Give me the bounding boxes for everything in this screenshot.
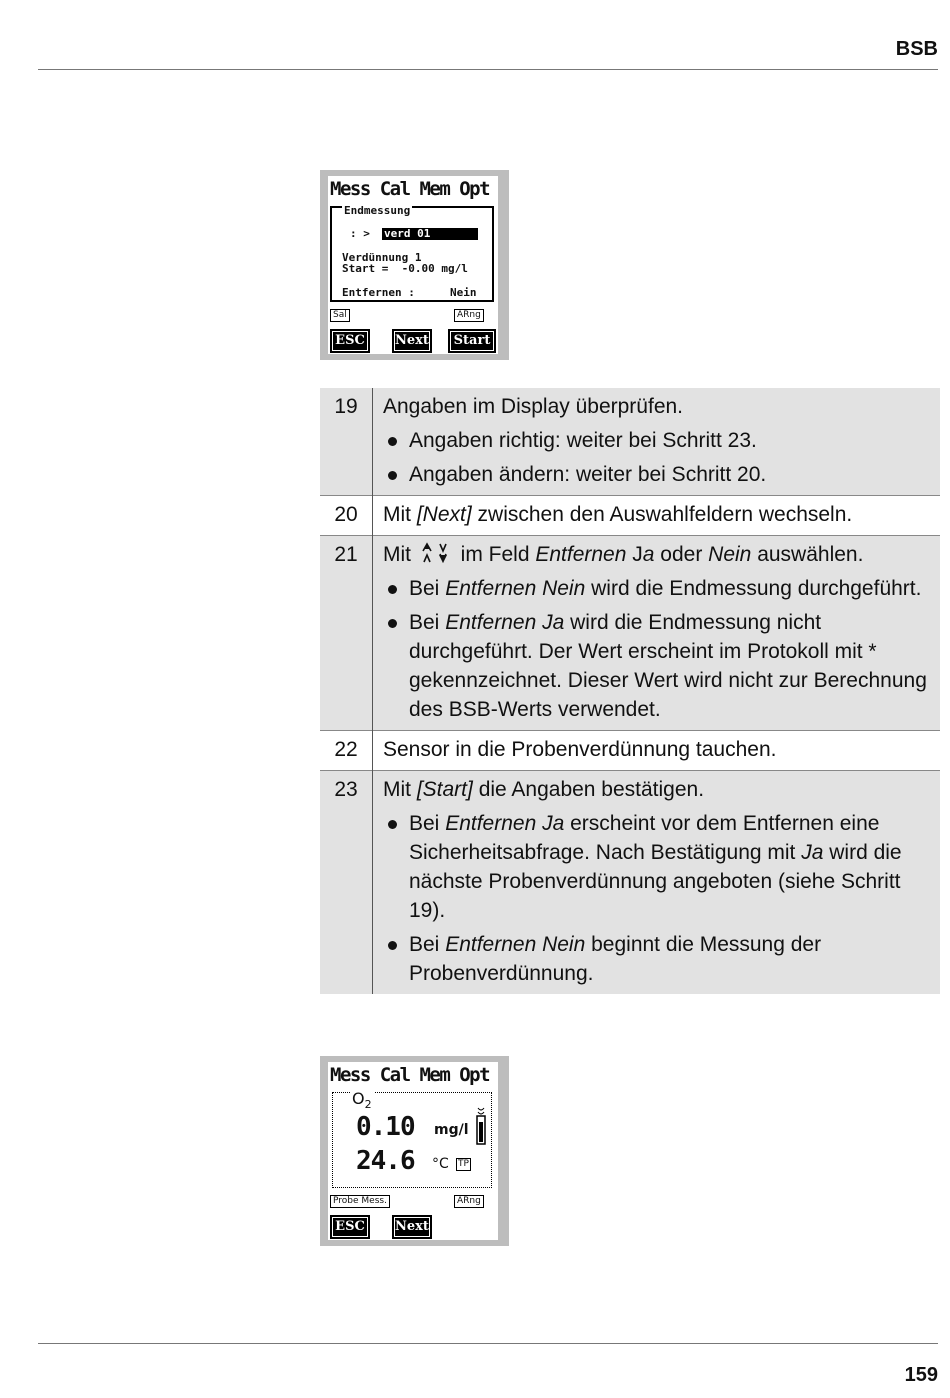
text-run: Bei <box>409 611 446 634</box>
text-run: Bei <box>409 577 446 600</box>
softkey-label-probe-mess: Probe Mess. <box>330 1195 390 1208</box>
text-run: wird die nächste Probenverdünnung angeboten (siehe Schritt 19). <box>409 841 902 922</box>
step-text <box>373 496 941 536</box>
text-run: Bei <box>409 812 446 835</box>
step-instruction: Angaben im Display überprüfen. <box>383 395 684 418</box>
steps-table <box>320 388 940 994</box>
header-rule <box>38 69 938 70</box>
parameter-label <box>350 1089 374 1111</box>
text-run: auswählen. <box>751 543 864 566</box>
lcd-screen <box>328 176 498 354</box>
text-run: wird die Endmessung durchgeführt. <box>585 577 922 600</box>
option-value: Ja <box>801 841 824 864</box>
bullet-item <box>383 930 934 988</box>
option-value: Entfernen Nein <box>445 577 586 600</box>
option-value: Entfernen Ja <box>445 611 565 634</box>
step-text <box>373 536 941 731</box>
option-value: Entfernen Ja <box>445 812 565 835</box>
softkey-label-sal: Sal <box>330 309 350 322</box>
text-run: Mit <box>383 778 417 801</box>
text-run: beginnt die Messung der Probenverdünnung. <box>409 933 822 985</box>
softkey-label-arng: ARng <box>454 1195 484 1208</box>
tp-badge: TP <box>458 1159 469 1169</box>
step-text: Sensor in die Probenverdünnung tauchen. <box>383 738 777 761</box>
up-down-arrow-keys-icon <box>419 542 453 564</box>
step-number: 22 <box>320 731 373 771</box>
dialog-title: Endmessung <box>344 204 411 217</box>
text-run: zwischen den Auswahlfeldern wechseln. <box>471 503 853 526</box>
step-row <box>320 771 940 995</box>
bullet-item <box>383 809 934 925</box>
step-number: 21 <box>320 536 373 731</box>
bullet-item: Angaben richtig: weiter bei Schritt 23. <box>383 426 934 455</box>
next-key: Next <box>392 1215 432 1239</box>
lcd-screen <box>328 1062 498 1240</box>
bullet-item <box>383 574 934 603</box>
bullet-item <box>383 608 934 724</box>
step-instruction <box>383 540 934 569</box>
temperature-value: 24.6 <box>356 1146 415 1176</box>
text-run: Mit <box>383 503 417 526</box>
display-screenshot-endmessung <box>320 170 509 360</box>
measured-value: 0.10 <box>356 1112 415 1142</box>
step-row <box>320 388 940 496</box>
temperature-unit: °C <box>432 1156 449 1172</box>
page-number: 159 <box>904 1364 938 1386</box>
text-run: Mit <box>383 543 417 566</box>
start-value-line: Start = -0.00 mg/l <box>342 262 468 275</box>
softkey-reference: [Start] <box>416 778 473 801</box>
esc-key: ESC <box>330 329 370 353</box>
start-key: Start <box>448 329 496 353</box>
display-screenshot-measurement <box>320 1056 509 1246</box>
step-number: 23 <box>320 771 373 995</box>
text-run: die Angaben bestätigen. <box>472 778 705 801</box>
step-number: 20 <box>320 496 373 536</box>
parameter-subscript: 2 <box>364 1098 372 1112</box>
step-row <box>320 536 940 731</box>
option-value: Entfernen Nein <box>445 933 586 956</box>
remove-label: Entfernen : <box>342 286 415 299</box>
menu-bar: Mess Cal Mem Opt <box>330 1064 490 1086</box>
esc-key: ESC <box>330 1215 370 1239</box>
softkey-label-arng: ARng <box>454 309 484 322</box>
softkey-reference: [Next] <box>416 503 472 526</box>
section-title: BSB <box>895 38 938 60</box>
option-value: Nein <box>708 543 752 566</box>
text-run: J <box>626 543 643 566</box>
select-prefix: : > <box>350 227 370 240</box>
text-run: im Feld <box>454 543 536 566</box>
text-run: erscheint vor dem Entfernen eine Sicherheitsabfrage. Nach Bestätigung mit <box>409 812 880 864</box>
selected-field: verd 01 <box>382 228 478 240</box>
text-run: oder <box>654 543 709 566</box>
step-text <box>373 771 941 995</box>
step-instruction <box>383 775 934 804</box>
sensor-icon <box>474 1106 488 1146</box>
step-number: 19 <box>320 388 373 496</box>
text-run: wird die Endmessung nicht durchgeführt. Der Wert erscheint im Protokoll mit * gekennzeichnet. Dieser Wert wird nicht zur Berechnung des BSB-Werts verwendet. <box>409 611 927 721</box>
parameter-symbol: O <box>352 1089 365 1108</box>
measured-unit: mg/l <box>434 1122 469 1138</box>
step-row <box>320 731 940 771</box>
option-value: a <box>642 543 655 566</box>
step-text <box>373 388 941 496</box>
menu-bar: Mess Cal Mem Opt <box>330 178 490 200</box>
text-run: Bei <box>409 933 446 956</box>
footer-rule <box>38 1343 938 1344</box>
field-name: Entfernen <box>535 543 627 566</box>
next-key: Next <box>392 329 432 353</box>
step-row <box>320 496 940 536</box>
dilution-line: Verdünnung 1 <box>342 251 422 264</box>
bullet-item: Angaben ändern: weiter bei Schritt 20. <box>383 460 934 489</box>
remove-value: Nein <box>450 286 477 299</box>
